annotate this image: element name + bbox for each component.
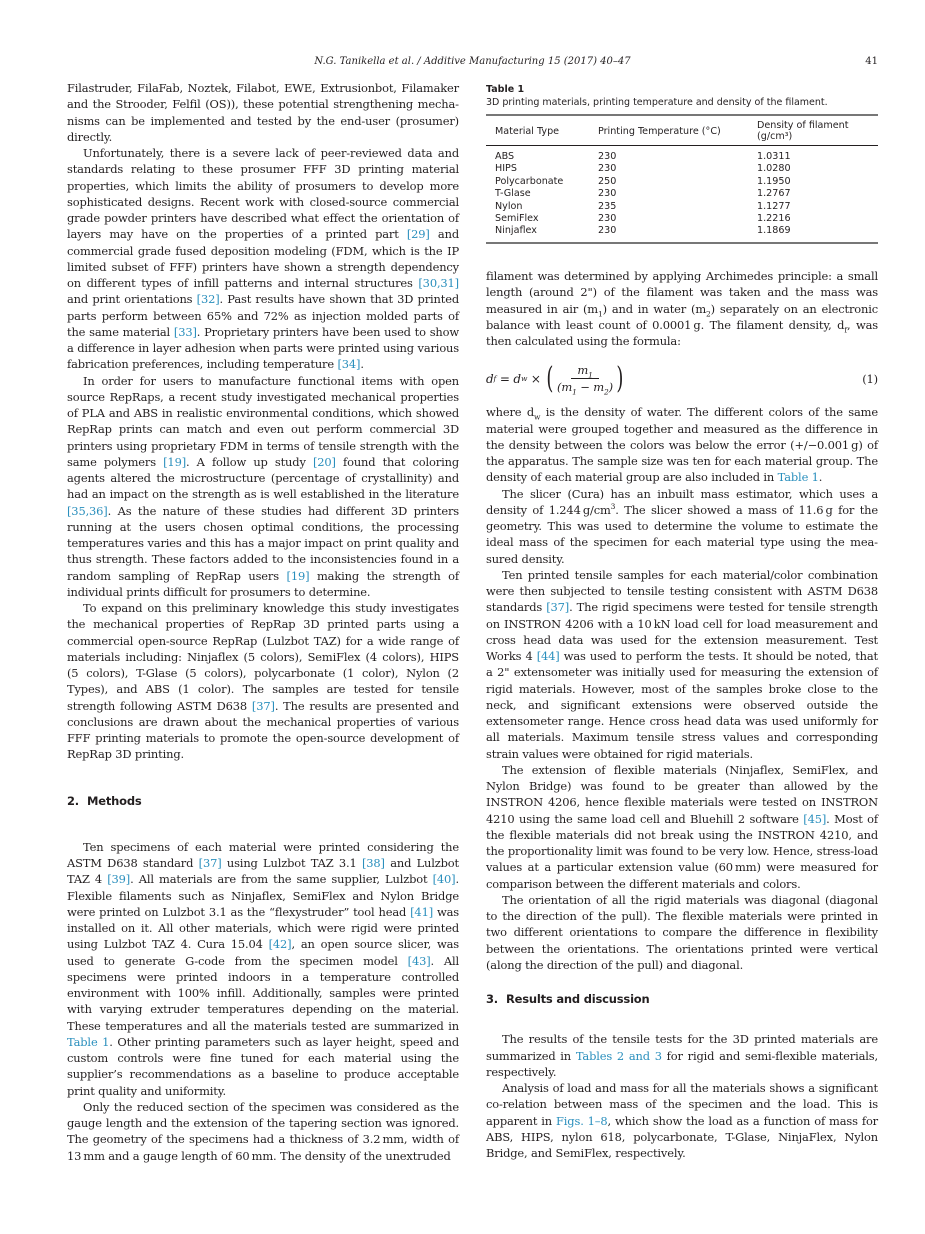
subscript: 1 [597, 308, 603, 318]
left-paren: ( [546, 360, 554, 396]
citation-link[interactable]: [30,31] [418, 276, 459, 290]
paragraph [67, 373, 459, 601]
citation-link[interactable]: [29] [406, 227, 430, 242]
citation-link[interactable]: [34] [337, 357, 361, 372]
cell-temperature: 230 [598, 213, 617, 225]
cell-density: 1.1950 [757, 175, 791, 187]
cell-material: SemiFlex [495, 213, 539, 225]
text: ) separately on an electronic balance with least count of 0.0001 g. The filament density, d [486, 301, 878, 332]
cell-material: Polycarbonate [495, 175, 564, 187]
citation-link[interactable]: [44] [536, 649, 560, 663]
text: ) and in water (m [602, 301, 707, 316]
citation-link[interactable]: [41] [410, 904, 434, 919]
eq-symbol: ) [608, 380, 613, 395]
fraction [557, 363, 613, 397]
right-paren: ) [616, 360, 624, 396]
cell-density: 1.1869 [757, 225, 791, 237]
subscript: 2 [706, 308, 711, 318]
text: making the strength of individual prints difficult for prosumers to determine. [67, 568, 459, 599]
text: The slicer (Cura) has an inbuilt mass estimator, which uses a density of 1.244 g/cm [486, 486, 878, 517]
cell-material: Nylon [495, 200, 523, 212]
eq-symbol: = d [496, 371, 521, 386]
page-number: 41 [865, 56, 878, 67]
paragraph: The orientation of all the rigid materials was diagonal (diagonal to the direction of the pull). The flexible materials were printed in two different orientations to compare the difference in flexibility between the orientations. The orientations printed were vertical (along the direction of the pull) and diagonal. [486, 892, 878, 972]
section-heading-results [486, 991, 878, 1007]
table-row [486, 176, 878, 188]
text: , an open source slicer, was used to generate G-code from the specimen model [67, 937, 459, 968]
eq-operator: × [527, 371, 545, 386]
column-header: Density of filament (g/cm³) [748, 115, 878, 146]
paragraph [486, 1080, 878, 1161]
cell-material: ABS [495, 151, 515, 162]
text: , was then calculated using the formula: [486, 317, 878, 348]
paragraph [486, 268, 878, 349]
text: . As the nature of these studies had different 3D printers running at the users chosen optimal conditions, the processing temperatures varies and this has a major impact on print quality and thus strength. These factors added to the inconsistencies found in a random sampling of RepRap users [67, 503, 459, 583]
cell-temperature: 230 [598, 163, 617, 175]
text: . The results are presented and conclusions are drawn about the mechanical properties of various FFF printing materials to promote the open-source development of RepRap 3D printing. [67, 698, 459, 762]
text: . [818, 470, 823, 485]
citation-link[interactable]: [43] [407, 953, 431, 968]
text: and print orientations [67, 292, 197, 307]
citation-link[interactable]: [33] [173, 324, 197, 339]
cell-temperature: 230 [598, 225, 617, 237]
subscript: f [844, 325, 847, 335]
text: . Past results have shown that 3D printed parts perform between 65% and 72% as injection molded parts of the same material [67, 292, 460, 339]
subscript: 2 [604, 387, 609, 397]
cell-density: 1.0311 [757, 151, 791, 162]
citation-link[interactable]: [37] [198, 856, 222, 870]
citation-link[interactable]: [19] [163, 454, 187, 469]
column-header: Material Type [486, 115, 589, 146]
running-title: N.G. Tanikella et al. / Additive Manufacturing 15 (2017) 40–47 [314, 56, 631, 67]
section-heading-methods [67, 793, 459, 809]
text: . Most of the flexible materials did not break using the INSTRON 4210, and the proportionality limit was found to be very low. Hence, stress-load values at a particular extension value (60 mm) were measured for comparison between the different materials and colors. [486, 811, 878, 891]
paragraph [486, 762, 878, 892]
citation-link[interactable]: [32] [196, 292, 220, 307]
text: . All specimens were printed indoors in a temperature controlled environment with 100% infill. Additionally, samples were printed with varying extruder temperatures depending on the material. These temperatures and all the materials tested are summarized in [67, 953, 459, 1033]
section-title: Results and discussion [506, 992, 650, 1006]
citation-link[interactable]: [45] [803, 811, 827, 826]
left-column [67, 80, 459, 1164]
paragraph [486, 486, 878, 567]
text: To expand on this preliminary knowledge this study investigates the mechanical properties of RepRap 3D printed parts using a commercial open-source RepRap (Lulzbot TAZ) for a wide range of materials including: Ninjaflex (5 colors), SemiFlex (4 colors), HIPS (5 colors), T-Glase (5 colors), polycarbonate (1 color), Nylon (2 Types), and ABS (1 color). The samples are tested for tensile strength following ASTM D638 [67, 601, 459, 713]
table-1 [486, 84, 878, 244]
column-header: Printing Temperature (°C) [589, 115, 748, 146]
text: The results of the tensile tests for the 3D printed materials are summarized in [486, 1032, 878, 1063]
text: Unfortunately, there is a severe lack of peer-reviewed data and standards relating to these prosumer FFF 3D printing material properties, which limits the ability of prosumers to develop more sophisticated designs. Recent work with closed-source commercial grade powder printers have described what effect the orientation of layers may have on the properties of a printed part [67, 146, 459, 242]
equation-number: (1) [862, 371, 878, 386]
cell-density: 1.1277 [757, 200, 791, 212]
cell-density: 1.2216 [757, 213, 791, 225]
superscript: 3 [610, 501, 616, 511]
text: Analysis of load and mass for all the materials shows a significant co-relation between mass of the specimen and the load. This is apparent in [486, 1081, 878, 1128]
table-label: Table 1 [486, 84, 525, 95]
table-row [486, 163, 878, 175]
text: is the density of water. The different colors of the same material were grouped together and measured as the difference in the density between the colors was below the error (+/−0.001 g) of the apparatus. The sample size was ten for each material group. The density of each material group are also included in [486, 405, 878, 485]
table-row [486, 146, 878, 164]
table-link[interactable]: Table 1 [67, 1034, 110, 1049]
paragraph [486, 567, 878, 762]
text: using Lulzbot TAZ 3.1 [221, 856, 362, 870]
cell-temperature: 250 [598, 175, 617, 187]
cell-material: T-Glase [495, 188, 531, 200]
text: . [360, 357, 364, 372]
section-title: Methods [87, 793, 142, 808]
text: In order for users to manufacture functional items with open source RepRaps, a recent study investigated mechanical properties of PLA and ABS in realistic environmental conditions, which showed RepRap prints can match and even out perform commercial 3D printers using proprietary FDM in terms of tensile strength with the same polymers [67, 373, 459, 469]
eq-symbol: (m [557, 380, 573, 395]
section-number: 3. [486, 992, 498, 1006]
text: and commercial grade fused deposition modeling (FDM, which is the IP limited subset of FFF) printers have shown a strength dependency on different types of infill patterns and internal structures [67, 227, 459, 290]
figure-link[interactable]: Figs. 1–8 [556, 1113, 608, 1128]
text: . The slicer showed a mass of 11.6 g for the geometry. This was used to determine the volume to estimate the ideal mass of the specimen for each material type using the measured density. [486, 502, 878, 566]
paragraph [67, 145, 459, 373]
citation-link[interactable]: [19] [286, 568, 310, 583]
text: . Flexible filaments such as Ninjaflex, SemiFlex and Nylon Bridge were printed on Lulzbot 3.1 as the “flexystruder” tool head [67, 872, 459, 919]
table-link[interactable]: Table 1 [777, 470, 819, 485]
table-row [486, 188, 878, 200]
subscript: w [534, 412, 541, 422]
text: filament was determined by applying Archimedes principle: a small length (around 2") of the filament was taken and the mass was measured in air (m [486, 269, 878, 316]
cell-temperature: 235 [598, 200, 617, 212]
paragraph [486, 404, 878, 485]
paragraph: Filastruder, FilaFab, Noztek, Filabot, EWE, Extrusionbot, Filamaker and the Strooder, Felfil (OS)), these potential strengthening mechanisms can be implemented and tested by the end-user (prosumer) directly. [67, 81, 459, 144]
subscript: 1 [588, 370, 593, 380]
citation-link[interactable]: [38] [361, 856, 385, 870]
text: . A follow up study [186, 454, 313, 469]
text: and Lulzbot TAZ 4 [67, 856, 459, 887]
citation-link[interactable]: [20] [312, 454, 336, 469]
paragraph [67, 600, 459, 763]
citation-link[interactable]: [42] [268, 937, 292, 952]
cell-density: 1.2767 [757, 188, 791, 200]
text: was installed on it. All other materials, which were rigid were printed using Lulzbot TAZ 4. Cura 15.04 [67, 904, 460, 952]
text: Ten specimens of each material were printed considering the ASTM D638 standard [67, 839, 459, 870]
eq-symbol: − m [576, 380, 605, 395]
citation-link[interactable]: [37] [546, 600, 570, 615]
materials-table [486, 114, 878, 244]
text: , which show the load as a function of mass for ABS, HIPS, nylon 618, polycarbonate, T-Glase, NinjaFlex, Nylon Bridge, and SemiFlex, respectively. [486, 1113, 878, 1160]
cell-material: HIPS [495, 163, 517, 175]
cell-material: Ninjaflex [495, 225, 537, 237]
eq-symbol: m [577, 363, 589, 378]
text: for rigid and semi-flexible materials, respectively. [486, 1048, 879, 1079]
table-row [486, 201, 878, 213]
paragraph: Only the reduced section of the specimen was considered as the gauge length and the extension of the tapering section was ignored. The geometry of the specimens had a thickness of 3.2 mm, width of 13 mm and a gauge length of 60 mm. The density of the unextruded [67, 1099, 459, 1163]
citation-link[interactable]: [37] [251, 698, 275, 713]
citation-link[interactable]: [39] [107, 872, 131, 887]
eq-symbol: d [486, 371, 494, 386]
text: . All materials are from the same supplier, Lulzbot [130, 872, 433, 887]
paragraph [67, 839, 459, 1099]
table-header-row [486, 115, 878, 146]
paragraph [486, 1031, 878, 1080]
text: where d [486, 405, 535, 420]
text: found that coloring agents altered the microstructure (percentage of crystallinity) and had an impact on the strength as is well established in the literature [67, 454, 459, 502]
section-number: 2. [67, 793, 79, 808]
citation-link[interactable]: [35,36] [67, 503, 108, 518]
right-column [486, 268, 878, 1161]
text: . Proprietary printers have been used to show a difference in layer adhesion when parts were printed using various fabrication preferences, including temperature [67, 324, 460, 372]
text: was used to perform the tests. It should be noted, that a 2" extensometer was initially used for measuring the extension of rigid materials. However, most of the samples broke close to the neck, and significant extensions were observed outside the extensometer range. Hence cross head data was used uniformly for all materials. Maximum tensile stress values and corresponding strain values were obtained for rigid materials. [486, 649, 879, 761]
equation-body: d f = d w × ( $\frac{m_1}{(m_1 - m_2)}$ ) [486, 360, 624, 397]
text: The extension of flexible materials (Ninjaflex, SemiFlex, and Nylon Bridge) was found to be greater than allowed by the INSTRON 4206, hence flexible materials were tested on INSTRON 4210 using the same load cell and Bluehill 2 software [486, 762, 878, 826]
table-row [486, 225, 878, 242]
table-link[interactable]: Tables 2 and 3 [575, 1048, 662, 1063]
running-header [67, 56, 878, 70]
table-caption: 3D printing materials, printing temperature and density of the filament. [486, 97, 828, 108]
denominator [557, 379, 613, 397]
equation-1 [486, 360, 878, 397]
text: . Other printing parameters such as layer height, speed and custom controls were fine tuned for each material using the supplier’s recommendations as a baseline to produce acceptable print quality and uniformity. [67, 1034, 459, 1098]
subscript: 1 [572, 387, 577, 397]
numerator [571, 363, 598, 379]
text: . The rigid specimens were tested for tensile strength on INSTRON 4206 with a 10 kN load cell for load measurement and cross head data was used for the extension measurement. Test Works 4 [486, 600, 878, 663]
table-row [486, 213, 878, 225]
citation-link[interactable]: [40] [432, 872, 456, 887]
cell-density: 1.0280 [757, 163, 791, 175]
text: Ten printed tensile samples for each material/color combination were then subjected to tensile testing consistent with ASTM D638 standards [486, 567, 878, 615]
cell-temperature: 230 [598, 151, 617, 162]
cell-temperature: 230 [598, 188, 617, 200]
